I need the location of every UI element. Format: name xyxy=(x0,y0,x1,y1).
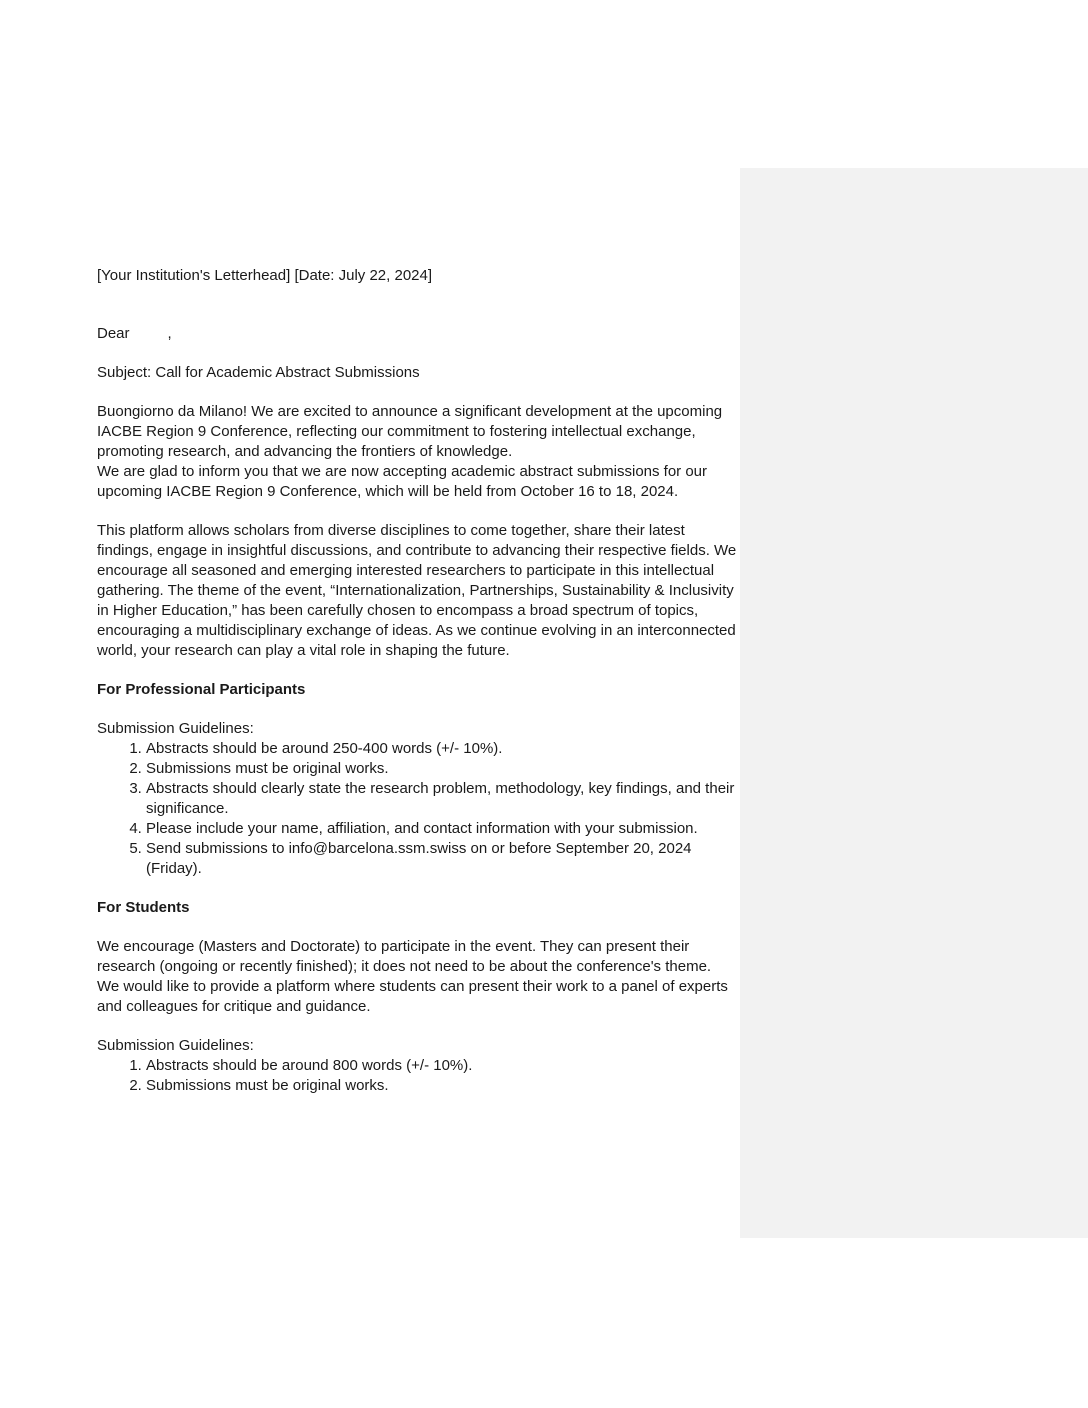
list-item: 1. Abstracts should be around 800 words (+/- 10%). xyxy=(146,1056,737,1076)
list-item: 4. Please include your name, affiliation, and contact information with your submission. xyxy=(146,819,737,839)
students-guidelines-label: Submission Guidelines: xyxy=(97,1037,254,1054)
professional-heading: For Professional Participants xyxy=(97,681,306,698)
salutation-comma: , xyxy=(167,325,172,342)
list-item: 5. Send submissions to info@barcelona.ssm.swiss on or before September 20, 2024 (Friday). xyxy=(146,839,737,879)
letter-body xyxy=(97,266,737,1096)
professional-guidelines-list xyxy=(97,739,737,879)
list-item: 2. Submissions must be original works. xyxy=(146,759,737,779)
platform-paragraph: This platform allows scholars from diverse disciplines to come together, share their latest findings, engage in insightful discussions, and contribute to advancing their respective fields. We encourage all seasoned and emerging interested researchers to participate in this intellectual gathering. The theme of the event, “Internationalization, Partnerships, Sustainability & Inclusivity in Higher Education,” has been carefully chosen to encompass a broad spectrum of topics, encouraging a multidisciplinary exchange of ideas. As we continue evolving in an interconnected world, your research can play a vital role in shaping the future. xyxy=(97,522,737,659)
salutation-word: Dear xyxy=(97,325,130,342)
salutation xyxy=(97,324,737,344)
list-item: 2. Submissions must be original works. xyxy=(146,1076,737,1096)
comment-margin-pane xyxy=(740,168,1088,1238)
list-item: 3. Abstracts should clearly state the research problem, methodology, key findings, and their significance. xyxy=(146,779,737,819)
letterhead-line: [Your Institution's Letterhead] [Date: July 22, 2024] xyxy=(97,267,433,284)
students-paragraph: We encourage (Masters and Doctorate) to participate in the event. They can present their research (ongoing or recently finished); it does not need to be about the conference's theme. We would like to provide a platform where students can present their work to a panel of experts and colleagues for critique and guidance. xyxy=(97,938,728,1015)
intro-paragraph-1: Buongiorno da Milano! We are excited to announce a significant development at the upcoming IACBE Region 9 Conference, reflecting our commitment to fostering intellectual exchange, promoting research, and advancing the frontiers of knowledge. xyxy=(97,403,723,460)
intro-paragraph-2: We are glad to inform you that we are now accepting academic abstract submissions for our upcoming IACBE Region 9 Conference, which will be held from October 16 to 18, 2024. xyxy=(97,463,708,500)
list-item: 1. Abstracts should be around 250-400 words (+/- 10%). xyxy=(146,739,737,759)
students-heading: For Students xyxy=(97,899,190,916)
students-guidelines-list xyxy=(97,1056,737,1096)
subject-line: Subject: Call for Academic Abstract Submissions xyxy=(97,364,420,381)
professional-guidelines-label: Submission Guidelines: xyxy=(97,720,254,737)
